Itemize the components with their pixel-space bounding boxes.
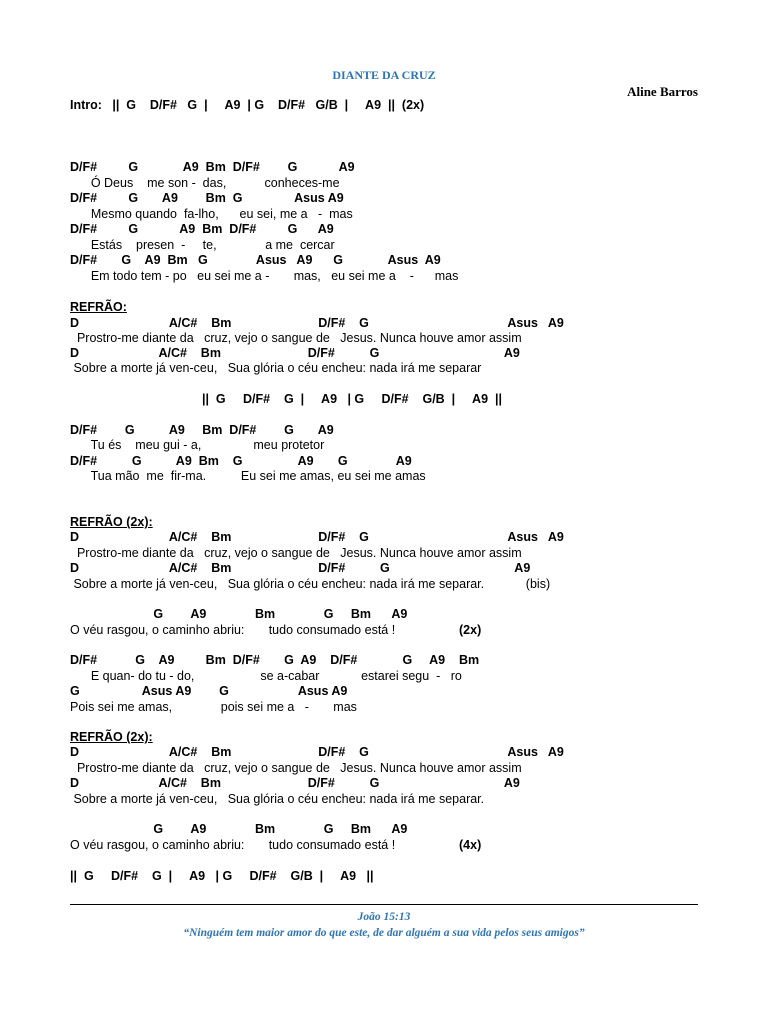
lyric-line: Prostro-me diante da cruz, vejo o sangue de Jesus. Nunca houve amor assim <box>70 546 522 560</box>
chord-line: D A/C# Bm D/F# G A9 <box>70 776 520 790</box>
chord-line: D/F# G A9 Bm G Asus A9 <box>70 191 344 205</box>
lyric-line: Prostro-me diante da cruz, vejo o sangue de Jesus. Nunca houve amor assim <box>70 331 522 345</box>
lyric-line: Pois sei me amas, pois sei me a - mas <box>70 700 357 714</box>
repeat-mark: (2x) <box>459 623 482 637</box>
footer-verse-reference: João 15:13 <box>357 911 411 923</box>
chord-line: D A/C# Bm D/F# G Asus A9 <box>70 530 564 544</box>
chord-line: G Asus A9 G Asus A9 <box>70 684 348 698</box>
chord-line: D/F# G A9 Bm G Asus A9 G Asus A9 <box>70 253 441 267</box>
chord-line: Intro: || G D/F# G | A9 | G D/F# G/B | A9 || (2x) <box>70 98 425 112</box>
chord-line: D A/C# Bm D/F# G Asus A9 <box>70 316 564 330</box>
chord-line: G A9 Bm G Bm A9 <box>70 607 408 621</box>
chord-line: D/F# G A9 Bm D/F# G A9 <box>70 423 334 437</box>
chord-line: D A/C# Bm D/F# G A9 <box>70 561 531 575</box>
song-title: DIANTE DA CRUZ <box>332 68 436 82</box>
chord-line: || G D/F# G | A9 | G D/F# G/B | A9 || <box>70 392 502 406</box>
lyric-line: Sobre a morte já ven-ceu, Sua glória o céu encheu: nada irá me separar. <box>70 792 485 806</box>
chord-line: D/F# G A9 Bm G A9 G A9 <box>70 454 412 468</box>
footer-verse-quote: “Ninguém tem maior amor do que este, de dar alguém a sua vida pelos seus amigos” <box>183 927 585 939</box>
footer-divider <box>70 904 698 905</box>
lyric-line: Prostro-me diante da cruz, vejo o sangue de Jesus. Nunca houve amor assim <box>70 761 522 775</box>
chord-line: D/F# G A9 Bm D/F# G A9 <box>70 222 334 236</box>
repeat-mark: (4x) <box>459 838 482 852</box>
chord-line: || G D/F# G | A9 | G D/F# G/B | A9 || <box>70 869 374 883</box>
lyric-line: Sobre a morte já ven-ceu, Sua glória o céu encheu: nada irá me separar <box>70 361 482 375</box>
artist-name: Aline Barros <box>627 84 698 99</box>
lyric-line: Sobre a morte já ven-ceu, Sua glória o céu encheu: nada irá me separar. (bis) <box>70 577 551 591</box>
lyric-line: O véu rasgou, o caminho abriu: tudo consumado está ! <box>70 838 396 852</box>
lyric-line: Tu és meu gui - a, meu protetor <box>70 438 325 452</box>
chord-line: D A/C# Bm D/F# G Asus A9 <box>70 745 564 759</box>
section-heading: REFRÃO (2x): <box>70 730 153 744</box>
lyric-line: O véu rasgou, o caminho abriu: tudo consumado está ! <box>70 623 396 637</box>
lyric-line: Ó Deus me son - das, conheces-me <box>70 176 340 190</box>
lyric-line: Estás presen - te, a me cercar <box>70 238 335 252</box>
lyric-line: Em todo tem - po eu sei me a - mas, eu sei me a - mas <box>70 269 459 283</box>
chord-line: D A/C# Bm D/F# G A9 <box>70 346 520 360</box>
section-heading: REFRÃO (2x): <box>70 515 153 529</box>
lyric-line: Mesmo quando fa-lho, eu sei, me a - mas <box>70 207 353 221</box>
section-heading: REFRÃO: <box>70 300 127 314</box>
chord-line: G A9 Bm G Bm A9 <box>70 822 408 836</box>
lyric-line: E quan- do tu - do, se a-cabar estarei segu - ro <box>70 669 462 683</box>
chord-line: D/F# G A9 Bm D/F# G A9 <box>70 160 355 174</box>
chord-line: D/F# G A9 Bm D/F# G A9 D/F# G A9 Bm <box>70 653 480 667</box>
lyric-line: Tua mão me fir-ma. Eu sei me amas, eu sei me amas <box>70 469 426 483</box>
